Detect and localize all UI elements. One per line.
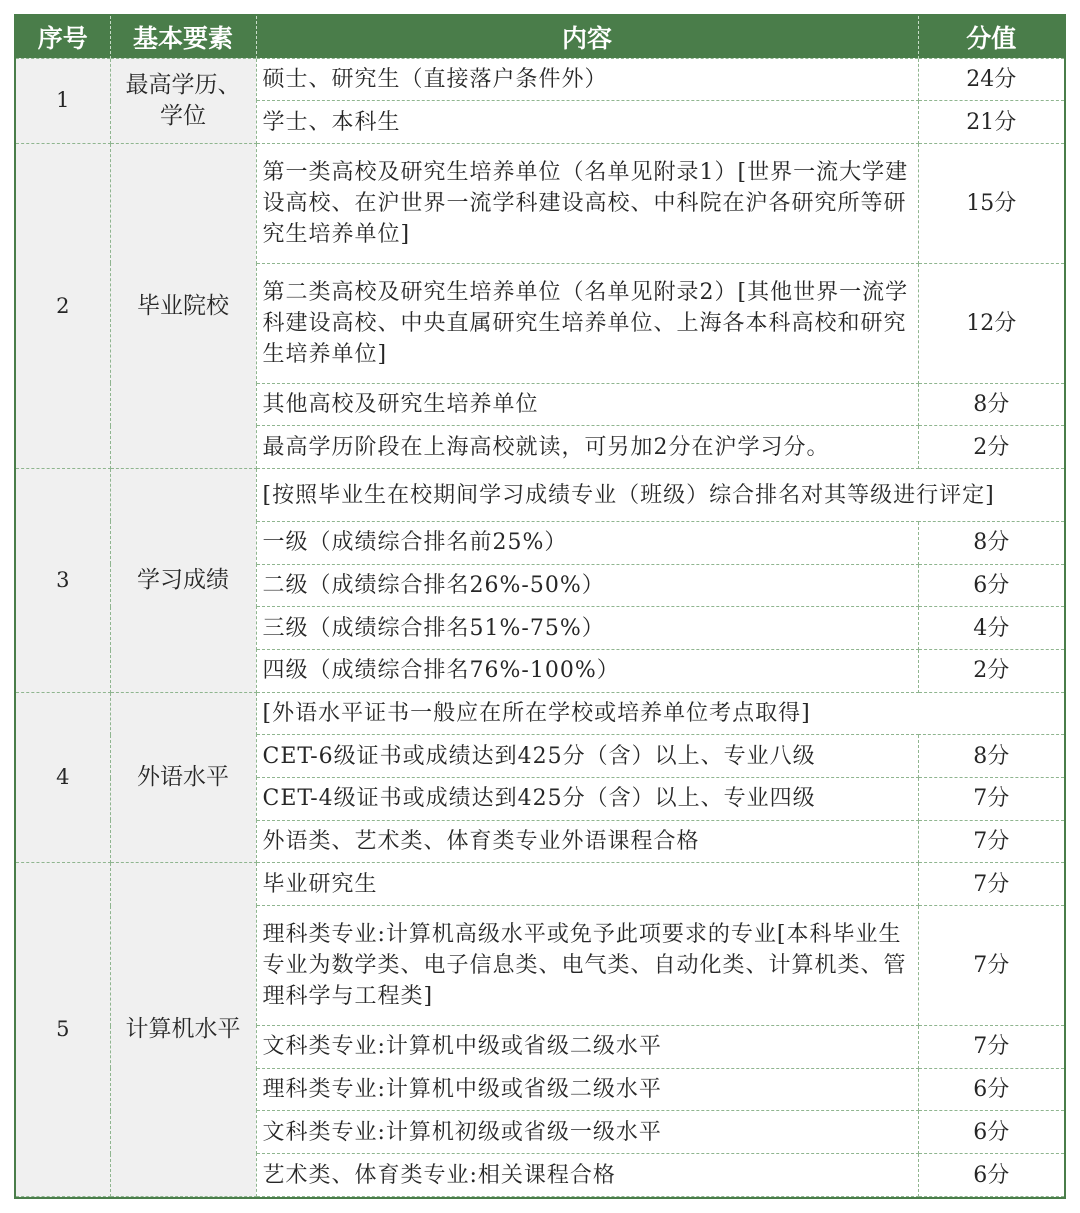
header-element: 基本要素: [110, 16, 256, 58]
group-element: 最高学历、学位: [110, 58, 256, 143]
group-element: 毕业院校: [110, 143, 256, 468]
row-content: 理科类专业:计算机中级或省级二级水平: [256, 1068, 918, 1111]
row-content: 四级（成绩综合排名76%-100%）: [256, 650, 918, 693]
row-score: 7分: [918, 863, 1064, 906]
group-seq: 5: [16, 863, 110, 1197]
row-content: 一级（成绩综合排名前25%）: [256, 521, 918, 564]
row-content: 第一类高校及研究生培养单位（名单见附录1）[世界一流大学建设高校、在沪世界一流学科建设高校、中科院在沪各研究所等研究生培养单位]: [256, 143, 918, 263]
table-header-row: [16, 16, 1064, 58]
row-score: 8分: [918, 735, 1064, 778]
row-score: 7分: [918, 906, 1064, 1026]
row-content: CET-4级证书或成绩达到425分（含）以上、专业四级: [256, 778, 918, 821]
header-score: 分值: [918, 16, 1064, 58]
row-score: 6分: [918, 1068, 1064, 1111]
row-score: 4分: [918, 607, 1064, 650]
row-content: 艺术类、体育类专业:相关课程合格: [256, 1154, 918, 1197]
table-row: [16, 143, 1064, 263]
table-row: [16, 863, 1064, 906]
row-score: 6分: [918, 564, 1064, 607]
row-content: 第二类高校及研究生培养单位（名单见附录2）[其他世界一流学科建设高校、中央直属研究生培养单位、上海各本科高校和研究生培养单位]: [256, 263, 918, 383]
row-content: 学士、本科生: [256, 101, 918, 144]
row-score: 8分: [918, 521, 1064, 564]
group-element: 学习成绩: [110, 469, 256, 693]
group-note: [外语水平证书一般应在所在学校或培养单位考点取得]: [256, 692, 1064, 735]
row-score: 8分: [918, 383, 1064, 426]
row-content: 三级（成绩综合排名51%-75%）: [256, 607, 918, 650]
group-note: [按照毕业生在校期间学习成绩专业（班级）综合排名对其等级进行评定]: [256, 469, 1064, 522]
group-seq: 4: [16, 692, 110, 863]
row-score: 21分: [918, 101, 1064, 144]
group-seq: 3: [16, 469, 110, 693]
group-seq: 2: [16, 143, 110, 468]
scoring-table: [16, 16, 1064, 1197]
table-row: [16, 469, 1064, 522]
group-element: 外语水平: [110, 692, 256, 863]
row-score: 7分: [918, 1026, 1064, 1069]
row-content: 最高学历阶段在上海高校就读，可另加2分在沪学习分。: [256, 426, 918, 469]
row-content: 其他高校及研究生培养单位: [256, 383, 918, 426]
row-score: 7分: [918, 778, 1064, 821]
row-content: 文科类专业:计算机初级或省级一级水平: [256, 1111, 918, 1154]
header-content: 内容: [256, 16, 918, 58]
row-score: 7分: [918, 820, 1064, 863]
table-row: [16, 58, 1064, 101]
group-seq: 1: [16, 58, 110, 143]
row-score: 2分: [918, 650, 1064, 693]
header-seq: 序号: [16, 16, 110, 58]
row-score: 24分: [918, 58, 1064, 101]
scoring-table-frame: [14, 14, 1066, 1199]
table-row: [16, 692, 1064, 735]
row-content: 硕士、研究生（直接落户条件外）: [256, 58, 918, 101]
group-element: 计算机水平: [110, 863, 256, 1197]
row-content: 外语类、艺术类、体育类专业外语课程合格: [256, 820, 918, 863]
row-content: CET-6级证书或成绩达到425分（含）以上、专业八级: [256, 735, 918, 778]
row-content: 二级（成绩综合排名26%-50%）: [256, 564, 918, 607]
row-score: 12分: [918, 263, 1064, 383]
row-content: 毕业研究生: [256, 863, 918, 906]
row-score: 6分: [918, 1154, 1064, 1197]
row-score: 2分: [918, 426, 1064, 469]
row-content: 理科类专业:计算机高级水平或免予此项要求的专业[本科毕业生专业为数学类、电子信息类、电气类、自动化类、计算机类、管理科学与工程类]: [256, 906, 918, 1026]
row-score: 15分: [918, 143, 1064, 263]
row-content: 文科类专业:计算机中级或省级二级水平: [256, 1026, 918, 1069]
row-score: 6分: [918, 1111, 1064, 1154]
